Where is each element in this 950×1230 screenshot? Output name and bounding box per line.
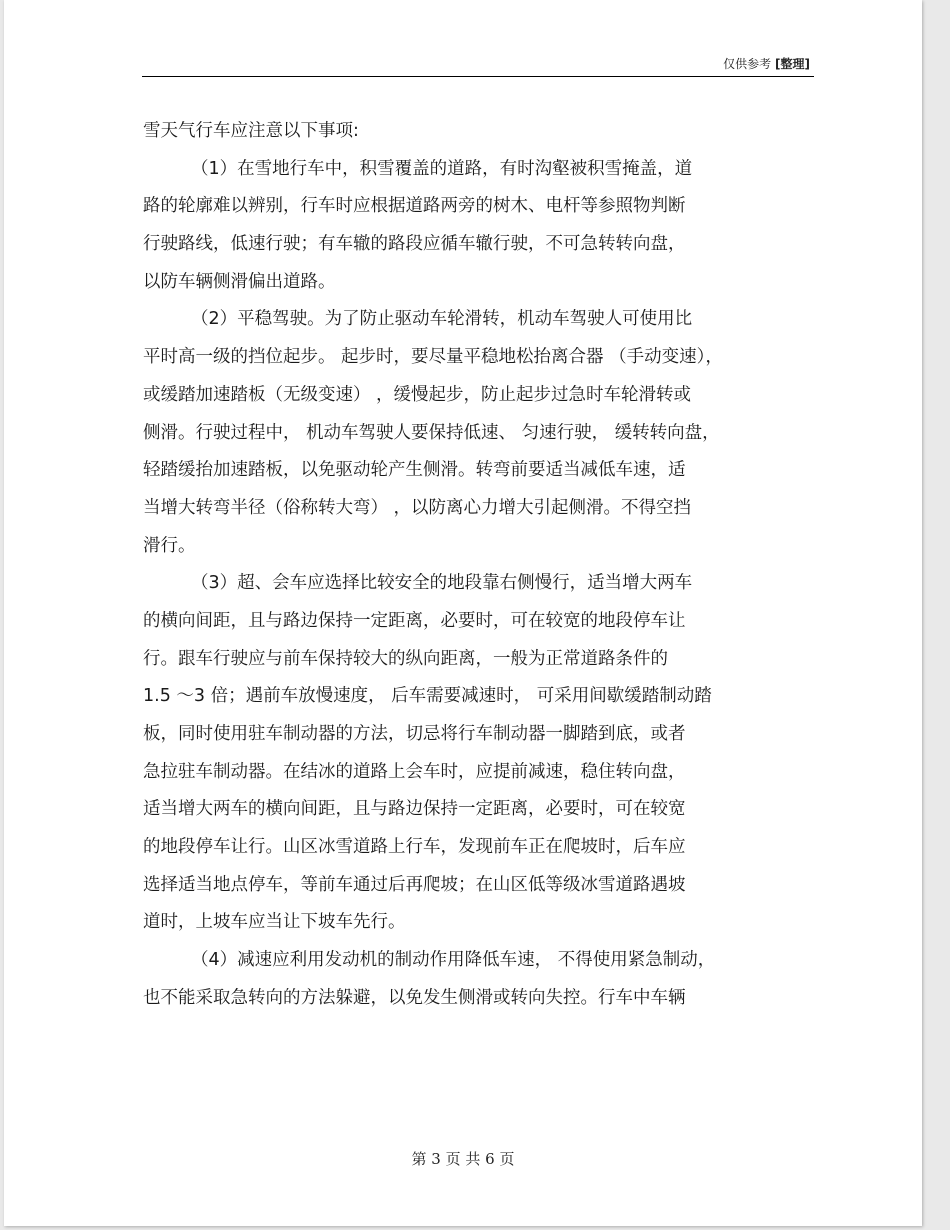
page-header xyxy=(723,55,810,72)
text-line: 行驶路线，低速行驶；有车辙的路段应循车辙行驶，不可急转转向盘， xyxy=(143,234,686,255)
text-line: 当增大转弯半径（俗称转大弯） ，以防离心力增大引起侧滑。不得空挡 xyxy=(143,497,692,518)
header-label: 仅供参考 xyxy=(723,57,772,71)
page-footer: 第 3 页 共 6 页 xyxy=(411,1150,515,1168)
text-line: 轻踏缓抬加速踏板，以免驱动轮产生侧滑。转弯前要适当减低车速，适 xyxy=(143,460,686,481)
text-line: 的地段停车让行。山区冰雪道路上行车，发现前车正在爬坡时，后车应 xyxy=(143,837,686,858)
text-line: 也不能采取急转向的方法躲避，以免发生侧滑或转向失控。行车中车辆 xyxy=(143,987,686,1008)
text-line: 板，同时使用驻车制动器的方法，切忌将行车制动器一脚踏到底，或者 xyxy=(143,724,686,744)
header-rule xyxy=(142,76,814,77)
text-line: （1）在雪地行车中，积雪覆盖的道路，有时沟壑被积雪掩盖，道 xyxy=(191,158,693,179)
text-line: 路的轮廓难以辨别，行车时应根据道路两旁的树木、电杆等参照物判断 xyxy=(143,196,686,217)
text-line: 侧滑。行驶过程中， 机动车驾驶人要保持低速、 匀速行驶， 缓转转向盘， xyxy=(143,422,720,443)
text-line: 急拉驻车制动器。在结冰的道路上会车时，应提前减速，稳住转向盘， xyxy=(143,761,686,782)
text-line: 适当增大两车的横向间距，且与路边保持一定距离，必要时，可在较宽 xyxy=(143,799,686,820)
text-line: （4）减速应利用发动机的制动作用降低车速， 不得使用紧急制动， xyxy=(191,950,716,971)
header-tag: [整理] xyxy=(775,57,810,71)
text-line: 行。跟车行驶应与前车保持较大的纵向距离，一般为正常道路条件的 xyxy=(143,648,668,669)
text-line: 1.5 ～3 倍；遇前车放慢速度， 后车需要减速时， 可采用间歇缓踏制动踏 xyxy=(143,686,712,707)
text-line: 平时高一级的挡位起步。 起步时，要尽量平稳地松抬离合器 （手动变速）， xyxy=(143,347,723,368)
text-line: 选择适当地点停车，等前车通过后再爬坡；在山区低等级冰雪道路遇坡 xyxy=(143,874,686,895)
text-line: 以防车辆侧滑偏出道路。 xyxy=(143,271,336,292)
text-line: 雪天气行车应注意以下事项: xyxy=(143,121,359,141)
text-line: （2）平稳驾驶。为了防止驱动车轮滑转，机动车驾驶人可使用比 xyxy=(191,309,693,330)
text-line: 滑行。 xyxy=(143,535,196,556)
body-text xyxy=(143,113,823,1018)
text-line: 道时，上坡车应当让下坡车先行。 xyxy=(143,912,406,933)
text-line: 或缓踏加速踏板（无级变速） ，缓慢起步，防止起步过急时车轮滑转或 xyxy=(143,384,692,405)
document-page xyxy=(4,0,922,1226)
text-line: 的横向间距，且与路边保持一定距离，必要时，可在较宽的地段停车让 xyxy=(143,610,686,631)
text-line: （3）超、会车应选择比较安全的地段靠右侧慢行，适当增大两车 xyxy=(191,573,693,594)
